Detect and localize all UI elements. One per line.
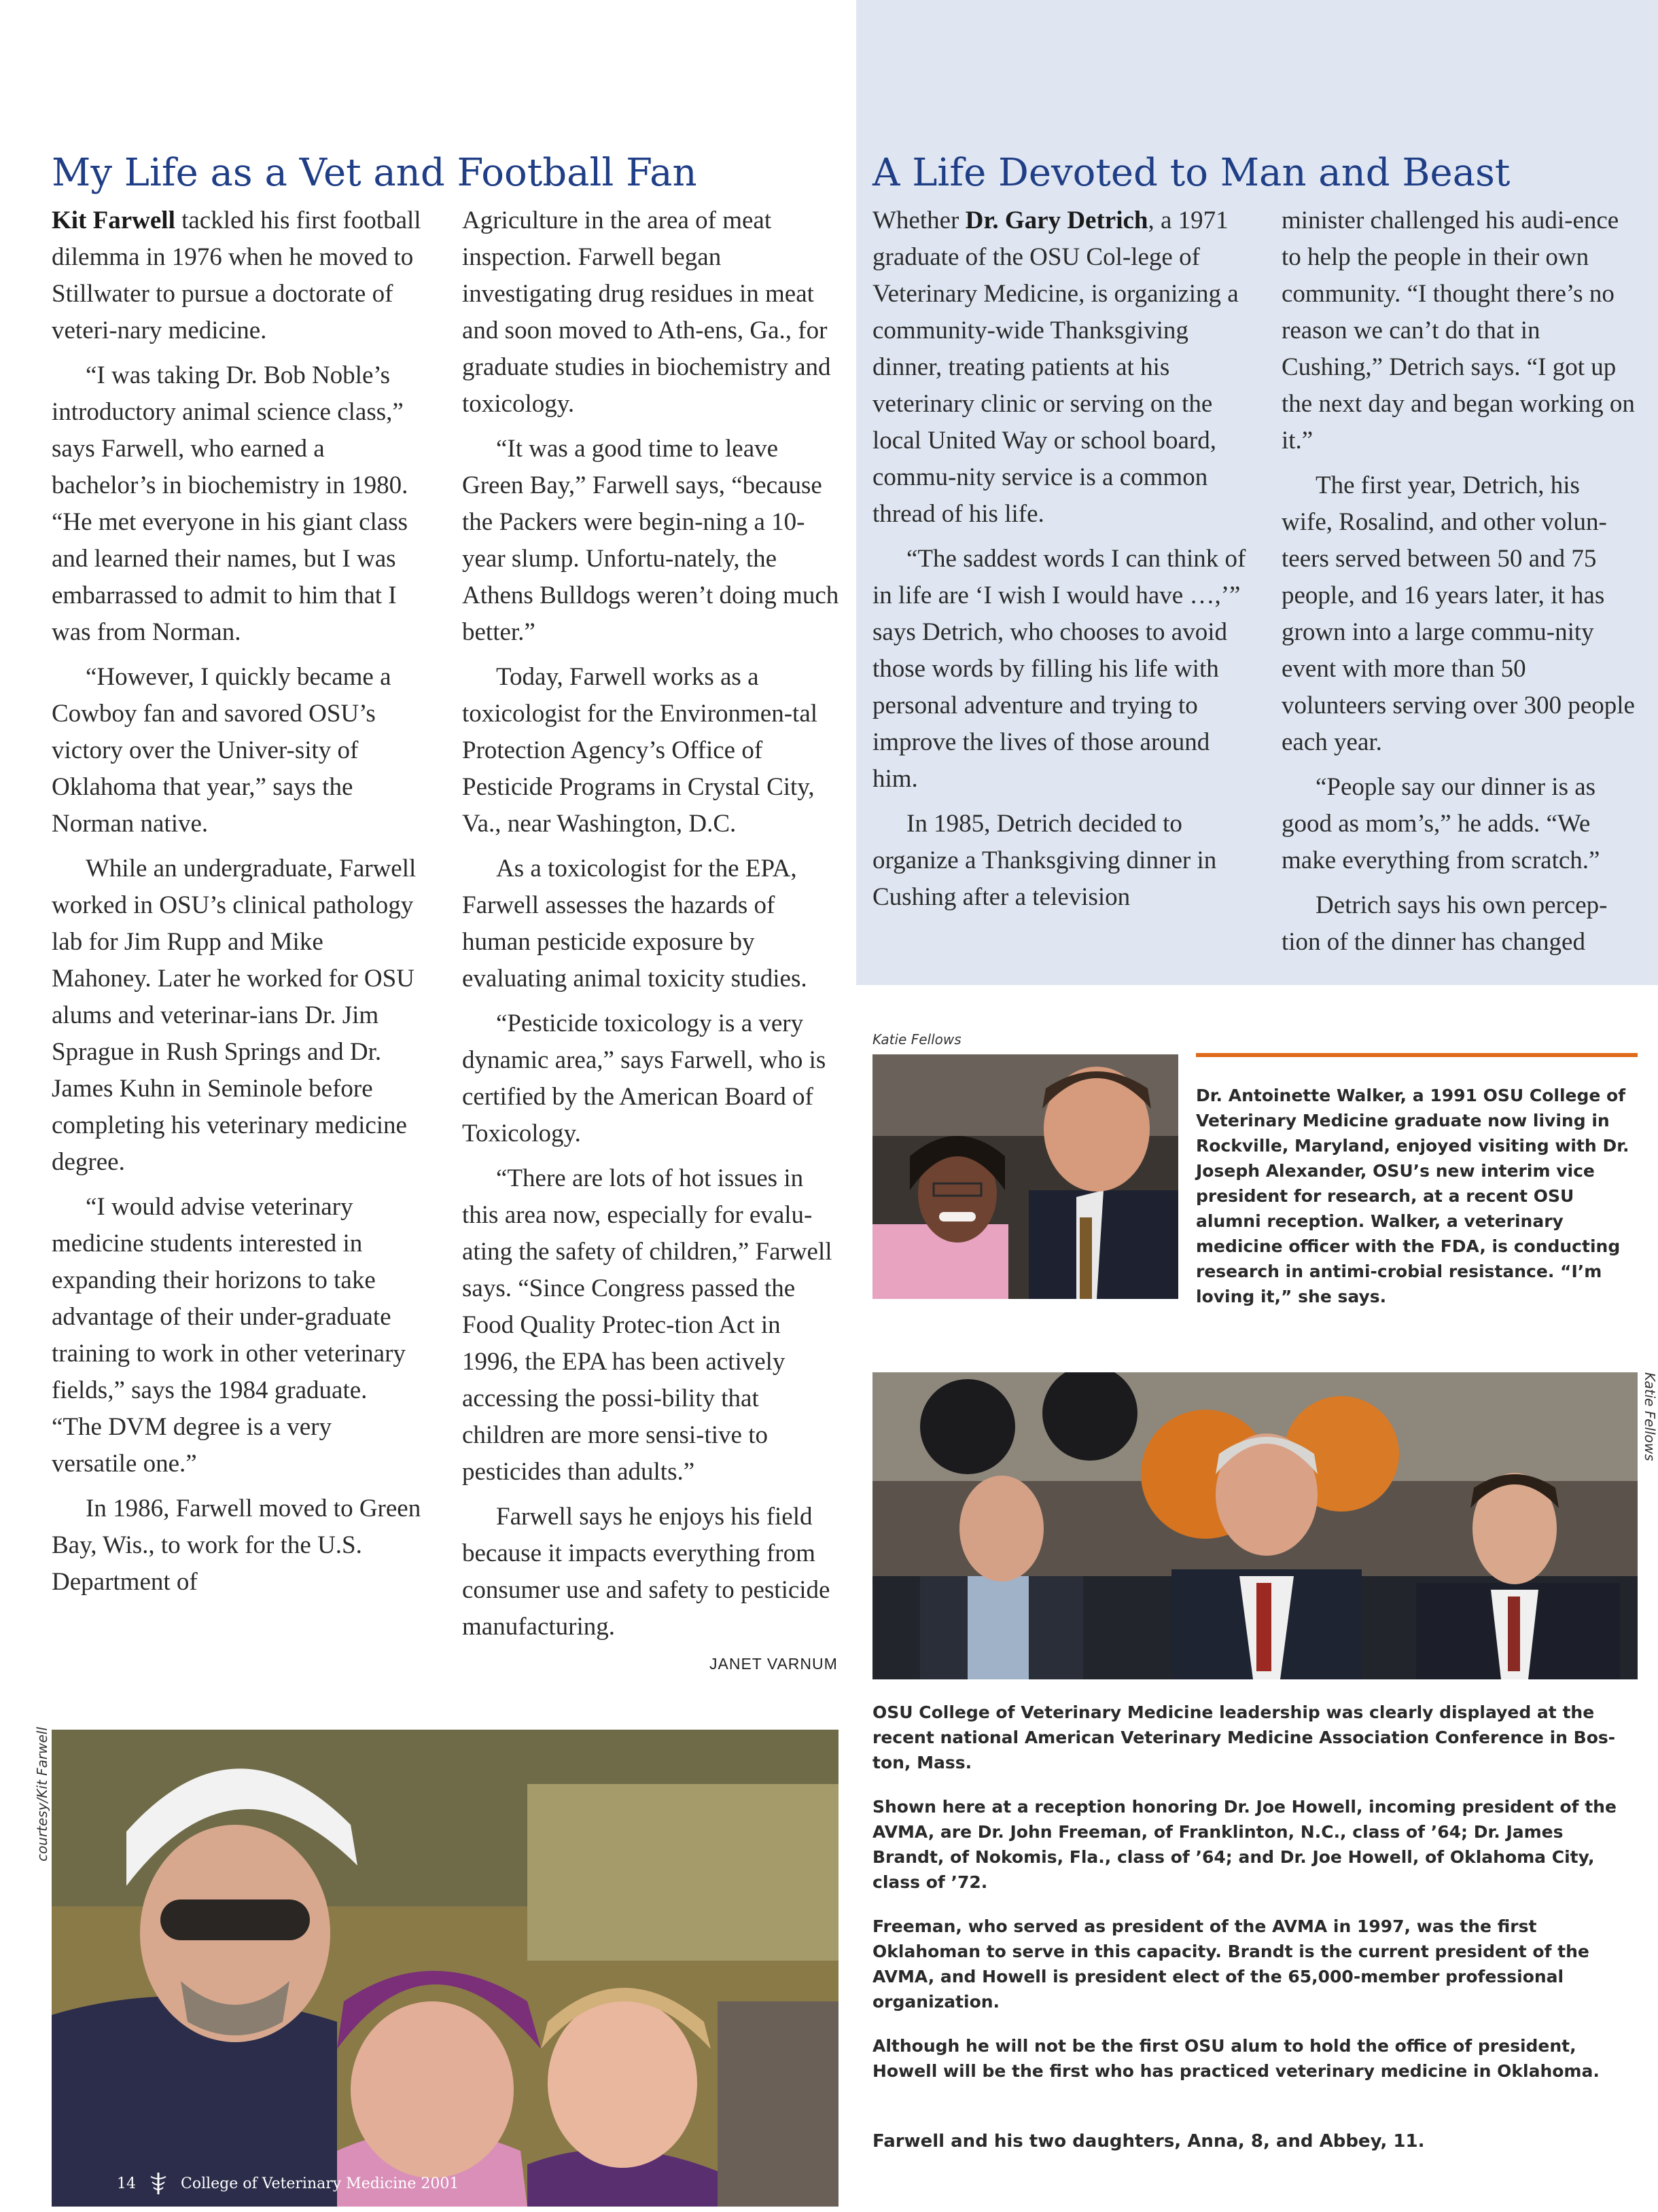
left-article-paragraph: As a toxicologist for the EPA, Farwell assesses the hazards of human pesticide exposure by evaluating animal toxicity studies. <box>462 855 807 993</box>
caption-rule <box>1196 1053 1638 1057</box>
avma-leadership-photo <box>872 1372 1638 1679</box>
avma-photo-caption <box>872 1700 1638 2103</box>
farwell-family-photo <box>52 1730 839 2207</box>
left-article-paragraph: Agriculture in the area of meat inspection. Farwell began investigating drug residues in meat and soon moved to Ath-ens, Ga., for graduate studies in biochemistry and toxicology. <box>462 207 831 418</box>
left-article-paragraph: “I was taking Dr. Bob Noble’s introductory animal science class,” says Farwell, who earned a bachelor’s in biochemistry in 1980. “He met everyone in his giant class and learned their names, but I was embarrassed to admit to him that I was from Norman. <box>52 361 408 646</box>
walker-alexander-photo <box>872 1054 1178 1299</box>
right-article-column-2 <box>1282 202 1635 969</box>
right-article-column-1 <box>872 202 1253 924</box>
left-article-column-1 <box>52 202 421 1609</box>
left-article-paragraph: “There are lots of hot issues in this area now, especially for evalu-ating the safety of children,” Farwell says. “Since Congress passed the Food Quality Protec-tion Act in 1996, the EPA has been actively accessing the possi-bility that children are more sensi-tive to pesticides than adults.” <box>462 1164 832 1486</box>
caption-paragraph: Freeman, who served as president of the AVMA in 1997, was the first Oklahoman to serve in this capacity. Brandt is the current president of the AVMA, and Howell is president elect of the 65,000-member professional organization. <box>872 1916 1589 2012</box>
caption-paragraph: Shown here at a reception honoring Dr. Joe Howell, incoming president of the AVMA, are Dr. John Freeman, of Franklinton, N.C., class of ’64; Dr. James Brandt, of Nokomis, Fla., class of ’64; and Dr. Joe Howell, of Oklahoma City, class of ’72. <box>872 1797 1617 1892</box>
page-folio <box>117 2171 459 2196</box>
left-article-headline: My Life as a Vet and Football Fan <box>52 151 697 195</box>
right-article-paragraph: The first year, Detrich, his wife, Rosalind, and other volun-teers served between 50 and 75 people, and 16 years later, it has grown into a large commu-nity event with more than 50 volunteers serving over 300 people each year. <box>1282 471 1635 756</box>
publication-name: College of Veterinary Medicine 2001 <box>181 2175 459 2192</box>
left-article-paragraph: While an undergraduate, Farwell worked in OSU’s clinical pathology lab for Jim Rupp and Mike Mahoney. Later he worked for OSU alums and veterinar-ians Dr. Jim Sprague in Rush Springs and Dr. James Kuhn in Seminole before completing his veterinary medicine degree. <box>52 855 417 1176</box>
page-number: 14 <box>117 2175 136 2192</box>
left-article-paragraph: “It was a good time to leave Green Bay,” Farwell says, “because the Packers were begin-ning a 10-year slump. Unfortu-nately, the Athens Bulldogs weren’t doing much better.” <box>462 435 839 646</box>
right-article-paragraph: “The saddest words I can think of in life are ‘I wish I would have …,’” says Detrich, who chooses to avoid those words by filling his life with personal adventure and trying to improve the lives of those around him. <box>872 545 1246 793</box>
walker-photo-caption: Dr. Antoinette Walker, a 1991 OSU College of Veterinary Medicine graduate now living in Rockville, Maryland, enjoyed visiting with Dr. Joseph Alexander, OSU’s new interim vice president for research, at a recent OSU alumni reception. Walker, a veterinary medicine officer with the FDA, is conducting research in antimi-crobial resistance. “I’m loving it,” she says. <box>1196 1086 1629 1306</box>
left-article-paragraph: “I would advise veterinary medicine students interested in expanding their horizons to take advantage of their under-graduate training to work in other veterinary fields,” says the 1984 graduate. “The DVM degree is a very versatile one.” <box>52 1193 406 1478</box>
left-article-paragraph: Kit Farwell tackled his first football dilemma in 1976 when he moved to Stillwater to pursue a doctorate of veteri-nary medicine. <box>52 207 421 344</box>
left-article-paragraph: “Pesticide toxicology is a very dynamic area,” says Farwell, who is certified by the American Board of Toxicology. <box>462 1010 826 1147</box>
right-article-paragraph: In 1985, Detrich decided to organize a Thanksgiving dinner in Cushing after a television <box>872 810 1217 911</box>
right-article-paragraph: minister challenged his audi-ence to help the people in their own community. “I thought there’s no reason we can’t do that in Cushing,” Detrich says. “I got up the next day and began working on it.” <box>1282 207 1635 454</box>
left-article-paragraph: Today, Farwell works as a toxicologist for the Environmen-tal Protection Agency’s Office of Pesticide Programs in Crystal City, Va., near Washington, D.C. <box>462 663 818 838</box>
left-article-paragraph: “However, I quickly became a Cowboy fan and savored OSU’s victory over the Univer-sity of Oklahoma that year,” says the Norman native. <box>52 663 391 838</box>
photo-credit-group: Katie Fellows <box>1642 1372 1658 1461</box>
right-article-paragraph: “People say our dinner is as good as mom’s,” he adds. “We make everything from scratch.” <box>1282 773 1600 874</box>
right-article-paragraph: Whether Dr. Gary Detrich, a 1971 graduate of the OSU Col-lege of Veterinary Medicine, is organizing a community-wide Thanksgiving dinner, treating patients at his veterinary clinic or serving on the local United Way or school board, commu-nity service is a common thread of his life. <box>872 207 1239 528</box>
caption-paragraph: Although he will not be the first OSU alum to hold the office of president, Howell will be the first who has practiced veterinary medicine in Oklahoma. <box>872 2036 1600 2081</box>
left-article-column-2 <box>462 202 843 1654</box>
photo-credit-family: courtesy/Kit Farwell <box>34 1727 50 1861</box>
right-article-headline: A Life Devoted to Man and Beast <box>872 151 1511 195</box>
caption-paragraph: OSU College of Veterinary Medicine leadership was clearly displayed at the recent national American Veterinary Medicine Association Conference in Bos-ton, Mass. <box>872 1702 1616 1772</box>
family-photo-caption: Farwell and his two daughters, Anna, 8, and Abbey, 11. <box>872 2131 1425 2152</box>
left-article-paragraph: In 1986, Farwell moved to Green Bay, Wis., to work for the U.S. Department of <box>52 1495 421 1596</box>
caduceus-icon <box>148 2171 169 2196</box>
right-article-paragraph: Detrich says his own percep-tion of the dinner has changed <box>1282 891 1608 956</box>
left-article-paragraph: Farwell says he enjoys his field because it impacts everything from consumer use and safety to pesticide manufacturing. <box>462 1503 830 1641</box>
photo-credit-walker: Katie Fellows <box>872 1031 962 1048</box>
byline: JANET VARNUM <box>709 1655 838 1673</box>
